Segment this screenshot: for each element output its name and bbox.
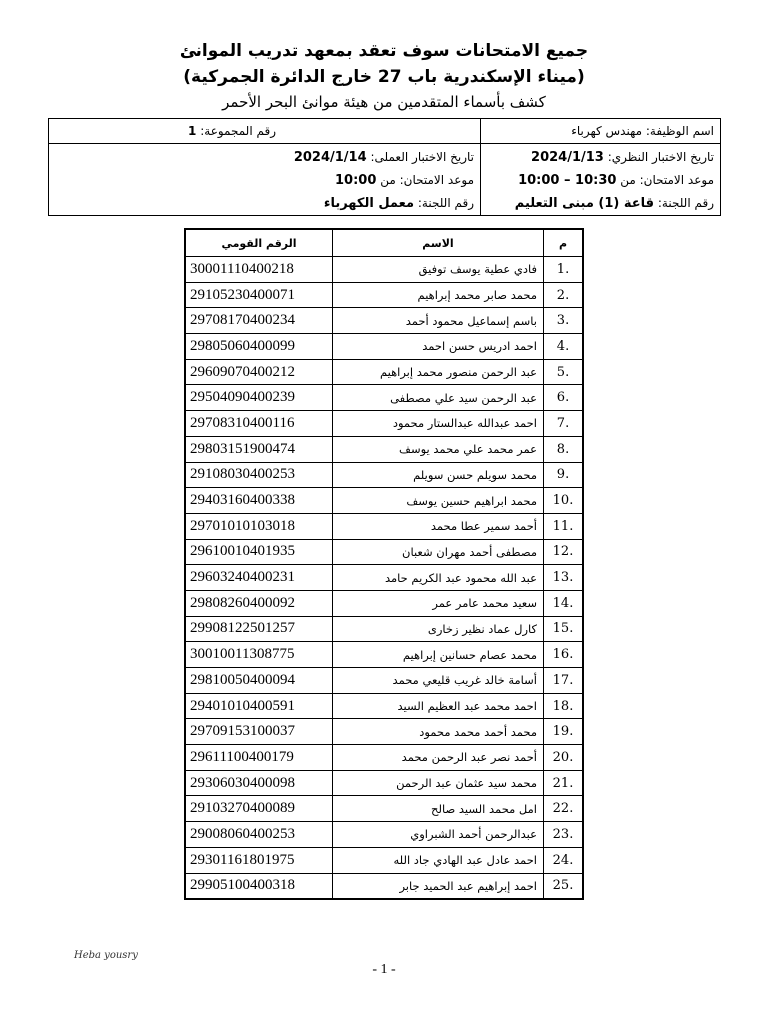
row-number: .8 [544, 436, 584, 462]
table-row [185, 745, 583, 771]
national-id: 29603240400231 [185, 565, 333, 591]
candidate-name: احمد إبراهيم عبد الحميد جابر [333, 873, 544, 899]
candidate-name: محمد ابراهيم حسين يوسف [333, 488, 544, 514]
national-id: 29609070400212 [185, 359, 333, 385]
row-number: .1 [544, 257, 584, 283]
row-number: .7 [544, 411, 584, 437]
row-number: .16 [544, 642, 584, 668]
theory-date-label: تاريخ الاختبار النظري: [607, 150, 714, 164]
theory-cell [481, 144, 721, 216]
candidate-name: احمد عادل عبد الهادي جاد الله [333, 847, 544, 873]
candidate-name: احمد ادريس حسن احمد [333, 334, 544, 360]
national-id: 29103270400089 [185, 796, 333, 822]
table-row [185, 539, 583, 565]
national-id: 29610010401935 [185, 539, 333, 565]
table-row [185, 693, 583, 719]
table-row [185, 488, 583, 514]
national-id: 29701010103018 [185, 513, 333, 539]
table-row [185, 359, 583, 385]
row-number: .20 [544, 745, 584, 771]
table-row [185, 385, 583, 411]
national-id: 29306030400098 [185, 770, 333, 796]
table-row [185, 642, 583, 668]
national-id: 29403160400338 [185, 488, 333, 514]
candidate-name: كارل عماد نظير زخارى [333, 616, 544, 642]
national-id: 29810050400094 [185, 668, 333, 694]
col-header-nid: الرقم القومي [185, 229, 333, 257]
header-title: جميع الامتحانات سوف تعقد بمعهد تدريب الموانئ [179, 41, 589, 61]
row-number: .19 [544, 719, 584, 745]
national-id: 29908122501257 [185, 616, 333, 642]
national-id: 29708170400234 [185, 308, 333, 334]
candidate-name: عبد الرحمن منصور محمد إبراهيم [333, 359, 544, 385]
national-id: 29301161801975 [185, 847, 333, 873]
row-number: .11 [544, 513, 584, 539]
row-number: .21 [544, 770, 584, 796]
candidate-name: احمد محمد عبد العظيم السيد [333, 693, 544, 719]
national-id: 29808260400092 [185, 590, 333, 616]
candidate-name: احمد عبدالله عبدالستار محمود [333, 411, 544, 437]
national-id: 29105230400071 [185, 282, 333, 308]
national-id: 30001110400218 [185, 257, 333, 283]
national-id: 29805060400099 [185, 334, 333, 360]
row-number: .25 [544, 873, 584, 899]
practical-date-line [55, 146, 474, 169]
group-label: رقم المجموعة: [200, 124, 276, 138]
row-number: .2 [544, 282, 584, 308]
signature: Heba yousry [74, 950, 138, 961]
row-number: .15 [544, 616, 584, 642]
table-row [185, 847, 583, 873]
row-number: .14 [544, 590, 584, 616]
candidates-table [184, 228, 584, 900]
candidate-name: أحمد سمير عطا محمد [333, 513, 544, 539]
table-row [185, 411, 583, 437]
theory-time-line [487, 169, 714, 192]
candidate-name: أسامة خالد غريب قليعي محمد [333, 668, 544, 694]
row-number: .5 [544, 359, 584, 385]
practical-time-label: موعد الامتحان: من [380, 173, 474, 187]
row-number: .17 [544, 668, 584, 694]
practical-committee-line [55, 192, 474, 215]
national-id: 30010011308775 [185, 642, 333, 668]
candidate-name: أحمد نصر عبد الرحمن محمد [333, 745, 544, 771]
practical-committee-value: معمل الكهرباء [323, 196, 415, 211]
candidate-name: امل محمد السيد صالح [333, 796, 544, 822]
candidate-name: محمد صابر محمد إبراهيم [333, 282, 544, 308]
table-row [185, 590, 583, 616]
row-number: .3 [544, 308, 584, 334]
row-number: .24 [544, 847, 584, 873]
national-id: 29504090400239 [185, 385, 333, 411]
group-cell [49, 119, 481, 144]
table-row [185, 770, 583, 796]
practical-cell [49, 144, 481, 216]
theory-time-value: 10:00 – 10:30 [518, 173, 617, 188]
table-row [185, 796, 583, 822]
col-header-name: الاسم [333, 229, 544, 257]
candidate-name: محمد سويلم حسن سويلم [333, 462, 544, 488]
col-header-num: م [544, 229, 584, 257]
theory-committee-label: رقم اللجنة: [657, 196, 714, 210]
job-value: مهندس كهرباء [571, 124, 643, 138]
row-number: .13 [544, 565, 584, 591]
table-row [185, 513, 583, 539]
theory-time-label: موعد الامتحان: من [620, 173, 714, 187]
table-row [185, 822, 583, 848]
theory-committee-value: قاعة (1) مبنى التعليم [514, 196, 655, 211]
header-subtitle: كشف بأسماء المتقدمين من هيئة موانئ البحر الأحمر [222, 93, 546, 111]
candidate-name: عبدالرحمن أحمد الشبراوي [333, 822, 544, 848]
table-row [185, 616, 583, 642]
table-header-row [185, 229, 583, 257]
candidate-name: سعيد محمد عامر عمر [333, 590, 544, 616]
practical-committee-label: رقم اللجنة: [417, 196, 474, 210]
candidate-name: باسم إسماعيل محمود أحمد [333, 308, 544, 334]
table-row [185, 668, 583, 694]
practical-time-line [55, 169, 474, 192]
candidate-name: محمد أحمد محمد محمود [333, 719, 544, 745]
table-row [185, 334, 583, 360]
row-number: .22 [544, 796, 584, 822]
row-number: .10 [544, 488, 584, 514]
candidate-name: محمد عصام حسانين إبراهيم [333, 642, 544, 668]
table-row [185, 436, 583, 462]
theory-committee-line [487, 192, 714, 215]
row-number: .18 [544, 693, 584, 719]
national-id: 29108030400253 [185, 462, 333, 488]
table-row [185, 282, 583, 308]
national-id: 29709153100037 [185, 719, 333, 745]
table-row [185, 719, 583, 745]
practical-date-label: تاريخ الاختبار العملى: [370, 150, 474, 164]
group-value: 1 [188, 124, 197, 138]
candidate-name: عمر محمد علي محمد يوسف [333, 436, 544, 462]
page-number: - 1 - [372, 962, 396, 977]
row-number: .12 [544, 539, 584, 565]
candidate-name: محمد سيد عثمان عبد الرحمن [333, 770, 544, 796]
exam-info-table [48, 118, 721, 216]
header-location: (ميناء الإسكندرية باب 27 خارج الدائرة الجمركية) [183, 67, 585, 87]
table-row [185, 257, 583, 283]
job-label: اسم الوظيفة: [645, 124, 714, 138]
job-cell [481, 119, 721, 144]
row-number: .4 [544, 334, 584, 360]
national-id: 29708310400116 [185, 411, 333, 437]
candidate-name: فادي عطية يوسف توفيق [333, 257, 544, 283]
national-id: 29401010400591 [185, 693, 333, 719]
table-row [185, 462, 583, 488]
candidate-name: عبد الله محمود عبد الكريم حامد [333, 565, 544, 591]
theory-date-line [487, 146, 714, 169]
table-row [185, 308, 583, 334]
document-header [0, 38, 768, 114]
national-id: 29905100400318 [185, 873, 333, 899]
national-id: 29008060400253 [185, 822, 333, 848]
row-number: .23 [544, 822, 584, 848]
table-row [185, 873, 583, 899]
row-number: .9 [544, 462, 584, 488]
national-id: 29803151900474 [185, 436, 333, 462]
candidate-name: عبد الرحمن سيد علي مصطفى [333, 385, 544, 411]
practical-date-value: 2024/1/14 [293, 150, 367, 165]
row-number: .6 [544, 385, 584, 411]
theory-date-value: 2024/1/13 [531, 150, 604, 165]
candidate-name: مصطفى أحمد مهران شعبان [333, 539, 544, 565]
national-id: 29611100400179 [185, 745, 333, 771]
practical-time-value: 10:00 [335, 173, 377, 188]
table-row [185, 565, 583, 591]
